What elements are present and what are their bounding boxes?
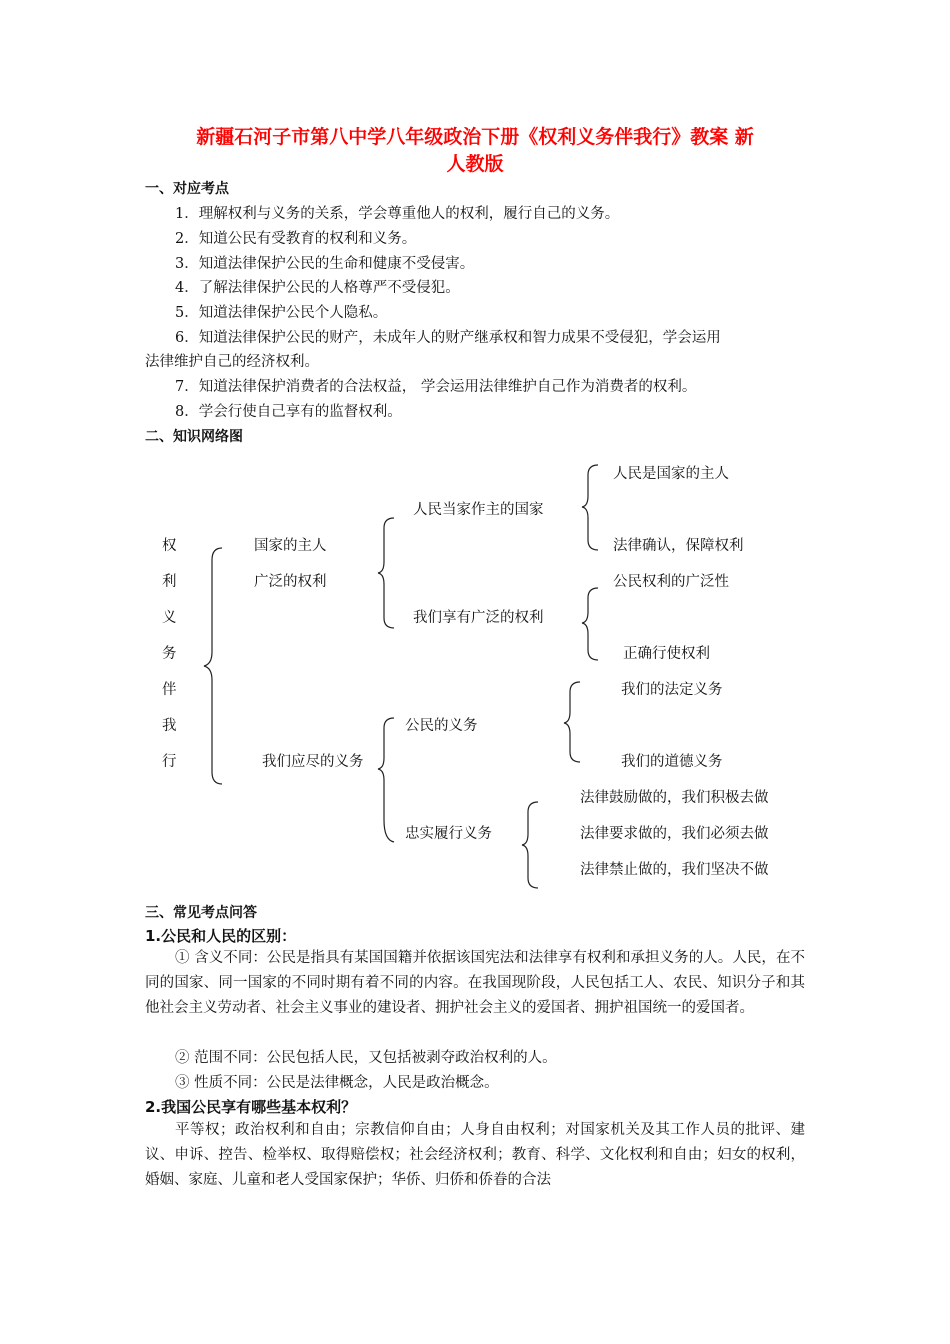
point-2: 2．知道公民有受教育的权利和义务。 <box>175 231 417 247</box>
node-encourage: 法律鼓励做的，我们积极去做 <box>580 790 769 806</box>
document-title <box>130 124 820 178</box>
brace-duties <box>378 718 394 842</box>
node-broad-rights: 广泛的权利 <box>254 574 327 590</box>
node-correct-exercise: 正确行使权利 <box>623 646 710 662</box>
point-7: 7．知道法律保护消费者的合法权益， 学会运用法律维护自己作为消费者的权利。 <box>175 379 697 395</box>
q1-answer-3: ③ 性质不同：公民是法律概念，人民是政治概念。 <box>175 1075 499 1091</box>
point-6: 6．知道法律保护公民的财产，未成年人的财产继承权和智力成果不受侵犯，学会运用 <box>175 330 721 346</box>
brace-root <box>204 548 222 784</box>
node-duties: 我们应尽的义务 <box>262 754 364 770</box>
node-civic-duty: 公民的义务 <box>405 718 478 734</box>
section-3-heading: 三、常见考点问答 <box>145 905 257 921</box>
node-require: 法律要求做的，我们必须去做 <box>580 826 769 842</box>
point-4: 4．了解法律保护公民的人格尊严不受侵犯。 <box>175 280 460 296</box>
node-civil-broad: 公民权利的广泛性 <box>613 574 729 590</box>
point-1: 1．理解权利与义务的关系，学会尊重他人的权利，履行自己的义务。 <box>175 206 620 222</box>
node-people-master: 人民当家作主的国家 <box>413 502 544 518</box>
node-people-is-master: 人民是国家的主人 <box>613 466 729 482</box>
root-char-4: 务 <box>162 646 177 662</box>
node-legal-duty: 我们的法定义务 <box>621 682 723 698</box>
section-2-heading: 二、知识网络图 <box>145 429 243 445</box>
root-char-6: 我 <box>162 718 177 734</box>
node-master: 国家的主人 <box>254 538 327 554</box>
question-1: 1.公民和人民的区别： <box>145 927 297 945</box>
point-8: 8．学会行使自己享有的监督权利。 <box>175 404 402 420</box>
brace-rights <box>378 518 394 628</box>
root-char-2: 利 <box>162 574 177 590</box>
root-char-3: 义 <box>162 610 177 626</box>
brace-civic <box>564 682 580 762</box>
q1-answer-1: ① 含义不同：公民是指具有某国国籍并依据该国宪法和法律享有权利和承担义务的人。人民，在不同的国家、同一国家的不同时期有着不同的内容。在我国现阶段，人民包括工人、农民、知识分子和其他社会主义劳动者、社会主义事业的建设者、拥护社会主义的爱国者、拥护祖国统一的爱国者。 <box>145 950 805 1016</box>
brace-faithful <box>522 802 538 888</box>
root-char-1: 权 <box>162 538 177 554</box>
point-6-cont: 法律维护自己的经济权利。 <box>145 354 319 370</box>
q1-answer-2: ② 范围不同：公民包括人民，又包括被剥夺政治权利的人。 <box>175 1050 557 1066</box>
title-line-1: 新疆石河子市第八中学八年级政治下册《权利义务伴我行》教案 新 <box>196 126 754 148</box>
question-2: 2.我国公民享有哪些基本权利？ <box>145 1098 357 1116</box>
node-we-enjoy: 我们享有广泛的权利 <box>413 610 544 626</box>
node-moral-duty: 我们的道德义务 <box>621 754 723 770</box>
q2-answer: 平等权；政治权利和自由；宗教信仰自由；人身自由权利；对国家机关及其工作人员的批评、建议、申诉、控告、检举权、取得赔偿权；社会经济权利；教育、科学、文化权利和自由；妇女的权利，婚姻、家庭、儿童和老人受国家保护；华侨、归侨和侨眷的合法 <box>145 1122 805 1188</box>
brace-enjoy <box>582 588 598 660</box>
root-char-5: 伴 <box>162 682 177 698</box>
point-5: 5．知道法律保护公民个人隐私。 <box>175 305 388 321</box>
node-forbid: 法律禁止做的，我们坚决不做 <box>580 862 769 878</box>
point-3: 3．知道法律保护公民的生命和健康不受侵害。 <box>175 256 475 272</box>
brace-people <box>582 465 598 550</box>
node-law-confirm: 法律确认，保障权利 <box>613 538 744 554</box>
node-faithful: 忠实履行义务 <box>405 826 492 842</box>
root-char-7: 行 <box>162 754 177 770</box>
title-line-2: 人教版 <box>446 153 504 175</box>
section-1-heading: 一、对应考点 <box>145 181 229 197</box>
